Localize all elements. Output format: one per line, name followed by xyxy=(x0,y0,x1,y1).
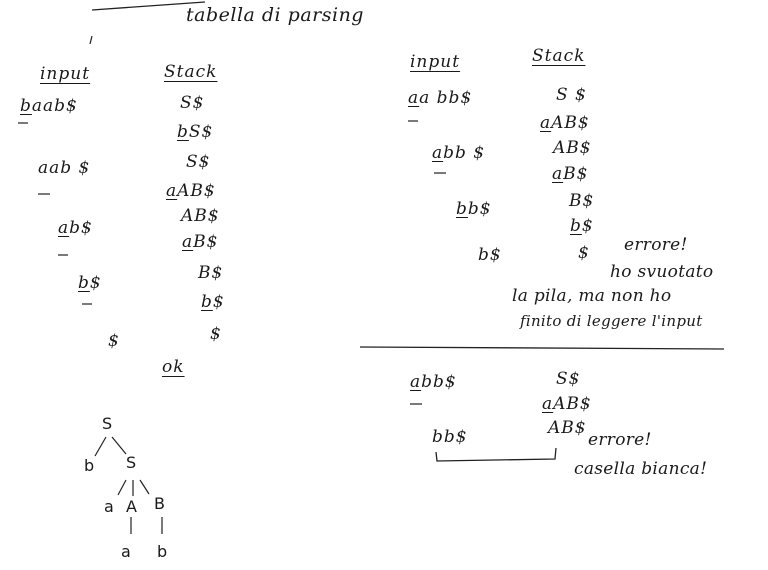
tree-leaf-b: b xyxy=(157,542,169,561)
table1-input-cell: aab $ xyxy=(38,158,91,178)
table2-stack-cell: S $ xyxy=(556,85,587,105)
tree-node-root: S xyxy=(102,414,114,433)
stray-mark xyxy=(90,36,92,44)
table3-error-word: errore! xyxy=(588,430,652,450)
table1-stack-cell: $ xyxy=(210,324,222,344)
tree-edge xyxy=(112,437,126,454)
table3-stack-cell: S$ xyxy=(556,369,581,389)
table3-stack-cell: AB$ xyxy=(548,418,587,438)
tree-node-b: b xyxy=(84,456,96,475)
table1-stack-cell: S$ xyxy=(180,93,205,113)
table1-stack-header: Stack xyxy=(164,62,218,82)
table1-input-header: input xyxy=(40,64,91,84)
table2-error-line-2: la pila, ma non ho xyxy=(512,286,672,306)
table1-stack-cell: AB$ xyxy=(181,206,220,226)
table1-input-cell: $ xyxy=(108,331,120,351)
tree-node-a: a xyxy=(104,497,115,516)
table2-stack-cell: $ xyxy=(578,243,590,263)
table2-stack-cell: aB$ xyxy=(552,164,589,184)
table2-error-word: errore! xyxy=(624,235,688,255)
table1-stack-cell: aAB$ xyxy=(166,181,216,201)
tree-edge xyxy=(118,480,126,495)
tree-node-B: B xyxy=(154,494,166,513)
table1-input-cell: baab$ xyxy=(20,96,78,116)
table3-input-cell: bb$ xyxy=(432,427,468,447)
table2-stack-header: Stack xyxy=(532,46,586,66)
table2-input-header: input xyxy=(410,52,461,72)
table3-input-cell: abb$ xyxy=(410,372,457,392)
tree-edge xyxy=(140,480,149,494)
table3-stack-cell: aAB$ xyxy=(542,394,592,414)
table1-input-cell: b$ xyxy=(78,273,102,293)
table2-input-cell: aa bb$ xyxy=(408,88,473,108)
table2-input-cell: b$ xyxy=(478,245,502,265)
table2-input-cell: bb$ xyxy=(456,199,492,219)
table1-stack-cell: B$ xyxy=(198,263,224,283)
tree-node-S: S xyxy=(126,453,138,472)
section-divider xyxy=(360,347,724,349)
tree-leaf-a: a xyxy=(121,542,132,561)
table1-stack-cell: aB$ xyxy=(182,232,219,252)
bracket-line xyxy=(436,448,556,461)
table1-result: ok xyxy=(162,357,185,377)
table2-stack-cell: b$ xyxy=(570,216,594,236)
table1-input-cell: ab$ xyxy=(58,218,93,238)
table2-stack-cell: AB$ xyxy=(553,138,592,158)
table2-stack-cell: B$ xyxy=(569,191,595,211)
table1-stack-cell: bS$ xyxy=(177,122,214,142)
table2-error-line-3: finito di leggere l'input xyxy=(520,312,703,330)
table2-stack-cell: aAB$ xyxy=(540,113,590,133)
table2-error-line-1: ho svuotato xyxy=(610,262,714,282)
table1-stack-cell: b$ xyxy=(201,292,225,312)
tree-edge xyxy=(95,437,106,456)
page-title: tabella di parsing xyxy=(186,4,364,26)
tree-node-A: A xyxy=(126,497,138,516)
table2-input-cell: abb $ xyxy=(432,143,486,163)
table3-error-explanation: casella bianca! xyxy=(574,459,708,479)
table1-stack-cell: S$ xyxy=(186,152,211,172)
